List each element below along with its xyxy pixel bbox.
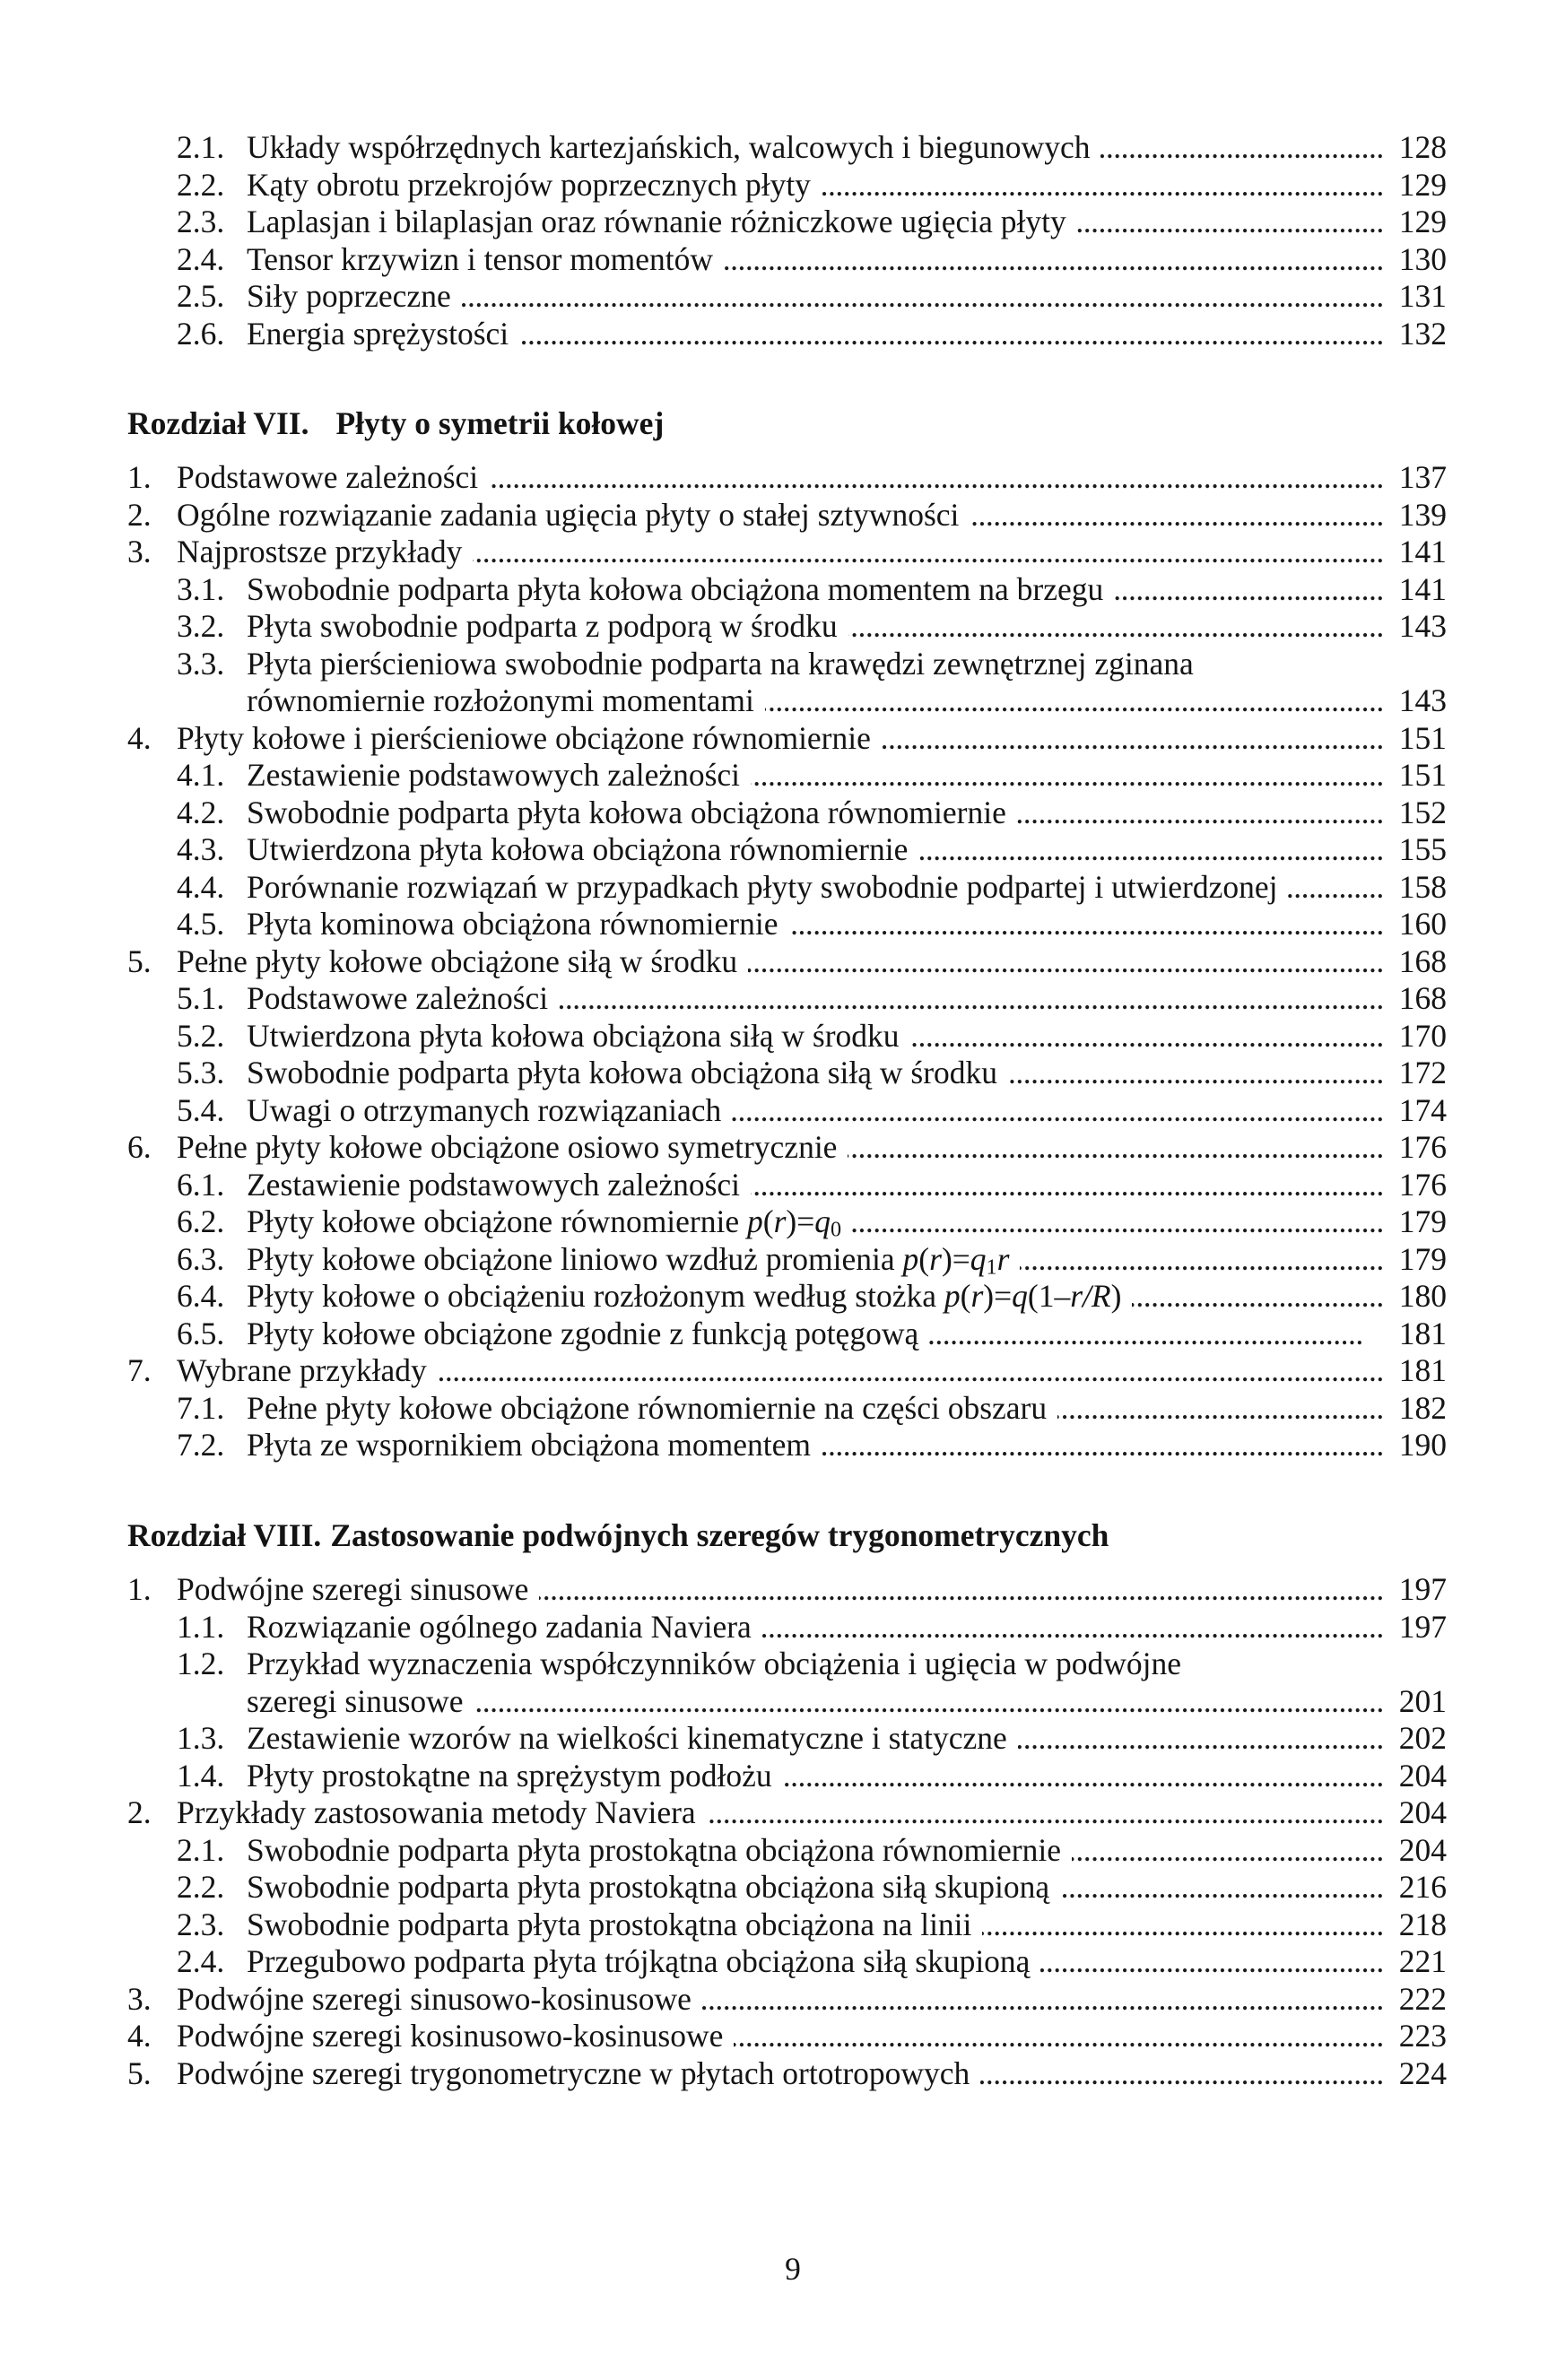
entry-title xyxy=(247,1278,1121,1316)
entry-title: Podwójne szeregi sinusowe xyxy=(177,1571,529,1607)
entry-number: 1. xyxy=(127,1571,152,1607)
dot-leader xyxy=(822,167,1384,204)
entry-page: 216 xyxy=(1398,1869,1447,1905)
entry-page: 130 xyxy=(1398,240,1447,277)
entry-number: 5. xyxy=(127,942,152,979)
toc-continued-section xyxy=(127,129,1447,352)
formula-var-q: q xyxy=(1012,1278,1028,1314)
chapter-title: Zastosowanie podwójnych szeregów trygonometrycznych xyxy=(330,1517,1109,1553)
entry-page: 181 xyxy=(1398,1315,1447,1351)
entry-number: 3. xyxy=(127,534,152,569)
entry-title-continuation: równomiernie rozłożonymi momentami xyxy=(247,682,754,718)
dot-leader xyxy=(707,1794,1384,1832)
entry-number: 1.1. xyxy=(177,1608,225,1645)
formula-var-p: p xyxy=(944,1278,961,1314)
entry-page: 197 xyxy=(1398,1608,1447,1645)
formula-symbol: (1– xyxy=(1027,1278,1071,1314)
entry-page: 204 xyxy=(1398,1757,1447,1794)
entry-title: Utwierdzona płyta kołowa obciążona siłą w środku xyxy=(247,1017,900,1054)
toc-entry xyxy=(127,869,1447,907)
dot-leader xyxy=(762,1609,1384,1646)
dot-leader xyxy=(918,831,1383,869)
chapter-title: Płyty o symetrii kołowej xyxy=(335,405,665,441)
dot-leader xyxy=(732,1092,1383,1130)
entry-page: 223 xyxy=(1398,2018,1447,2054)
dot-leader xyxy=(929,1316,1363,1353)
entry-page: 141 xyxy=(1398,570,1447,607)
toc-entry xyxy=(127,571,1447,609)
entry-page: 151 xyxy=(1398,719,1447,756)
dot-leader xyxy=(1008,1055,1384,1092)
entry-page: 158 xyxy=(1398,868,1447,905)
dot-leader xyxy=(1114,571,1383,609)
toc-entry xyxy=(127,129,1447,167)
entry-title: Podwójne szeregi sinusowo-kosinusowe xyxy=(177,1980,692,2017)
toc-entry xyxy=(127,646,1447,683)
entry-title-continuation: szeregi sinusowe xyxy=(247,1682,464,1719)
entry-page: 151 xyxy=(1398,757,1447,793)
title-text: Płyty kołowe o obciążeniu rozłożonym według stożka xyxy=(247,1278,944,1314)
dot-leader xyxy=(822,1427,1384,1464)
dot-leader xyxy=(970,497,1383,534)
entry-page: 131 xyxy=(1398,278,1447,314)
formula-symbol: )= xyxy=(941,1240,970,1277)
entry-title xyxy=(247,1203,841,1241)
dot-leader xyxy=(559,980,1384,1018)
entry-page: 155 xyxy=(1398,831,1447,867)
dot-leader xyxy=(1017,795,1384,832)
entry-page: 224 xyxy=(1398,2054,1447,2091)
dot-leader xyxy=(882,720,1384,758)
toc-entry xyxy=(127,1720,1447,1758)
toc-entry xyxy=(127,1316,1447,1353)
entry-number: 2.4. xyxy=(177,1943,225,1979)
dot-leader xyxy=(489,459,1384,497)
entry-title: Swobodnie podparta płyta prostokątna obciążona siłą skupioną xyxy=(247,1869,1050,1905)
toc-entry xyxy=(127,1055,1447,1092)
entry-title: Płyty prostokątne na sprężystym podłożu xyxy=(247,1757,772,1794)
dot-leader xyxy=(1072,1832,1384,1870)
formula-symbol: ( xyxy=(960,1278,971,1314)
formula-symbol: ) xyxy=(1110,1278,1122,1314)
page-number: 9 xyxy=(785,2251,801,2287)
entry-page: 176 xyxy=(1398,1166,1447,1203)
entry-title: Swobodnie podparta płyta prostokątna obciążona na linii xyxy=(247,1906,972,1942)
toc-entry xyxy=(127,1571,1447,1609)
entry-page: 172 xyxy=(1398,1055,1447,1090)
entry-number: 3.2. xyxy=(177,608,225,644)
toc-entry-continuation xyxy=(127,682,1447,720)
dot-leader xyxy=(789,906,1384,943)
toc-entry xyxy=(127,795,1447,832)
dot-leader xyxy=(1040,1943,1383,1981)
entry-number: 7. xyxy=(127,1352,152,1388)
entry-number: 6.1. xyxy=(177,1166,225,1203)
entry-title: Porównanie rozwiązań w przypadkach płyty swobodnie podpartej i utwierdzonej xyxy=(247,868,1278,905)
formula-symbol: ( xyxy=(918,1240,930,1277)
dot-leader xyxy=(982,1907,1383,1944)
entry-number: 1.4. xyxy=(177,1757,225,1794)
entry-number: 4.1. xyxy=(177,757,225,793)
entry-number: 2.1. xyxy=(177,129,225,165)
entry-title: Podstawowe zależności xyxy=(177,459,479,495)
toc-entry xyxy=(127,943,1447,981)
formula-subscript: 0 xyxy=(831,1217,842,1242)
entry-page: 152 xyxy=(1398,794,1447,830)
toc-entry xyxy=(127,241,1447,279)
dot-leader xyxy=(539,1571,1383,1609)
toc-entry xyxy=(127,1758,1447,1795)
entry-number: 3.1. xyxy=(177,570,225,607)
formula-var-r: r xyxy=(996,1240,1010,1277)
dot-leader xyxy=(702,1981,1384,2019)
dot-leader xyxy=(1060,1869,1384,1907)
toc-chapter-vii xyxy=(127,459,1447,1464)
entry-number: 5.2. xyxy=(177,1017,225,1054)
entry-number: 5. xyxy=(127,2054,152,2091)
dot-leader xyxy=(848,1129,1383,1167)
toc-entry xyxy=(127,2055,1447,2093)
entry-number: 4. xyxy=(127,719,152,756)
formula-symbol: )= xyxy=(786,1203,815,1239)
dot-leader xyxy=(910,1018,1384,1055)
entry-title: Siły poprzeczne xyxy=(247,278,451,314)
entry-title: Płyty kołowe obciążone zgodnie z funkcją potęgową xyxy=(247,1315,919,1351)
entry-title: Pełne płyty kołowe obciążone siłą w środku xyxy=(177,942,738,979)
dot-leader xyxy=(848,608,1384,646)
toc-entry xyxy=(127,1609,1447,1646)
entry-page: 218 xyxy=(1398,1906,1447,1942)
entry-title: Pełne płyty kołowe obciążone osiowo symetrycznie xyxy=(177,1129,838,1165)
toc-entry xyxy=(127,1390,1447,1428)
chapter-heading xyxy=(127,405,664,443)
entry-number: 7.1. xyxy=(177,1389,225,1426)
entry-page: 222 xyxy=(1398,1980,1447,2017)
dot-leader xyxy=(1018,1720,1384,1758)
dot-leader xyxy=(734,2018,1383,2055)
entry-number: 4. xyxy=(127,2018,152,2054)
entry-title: Podstawowe zależności xyxy=(247,980,549,1016)
toc-entry xyxy=(127,167,1447,204)
formula-var-r: r xyxy=(773,1203,787,1239)
entry-title: Utwierdzona płyta kołowa obciążona równomiernie xyxy=(247,831,909,867)
dot-leader xyxy=(751,1167,1384,1204)
toc-entry xyxy=(127,720,1447,758)
dot-leader xyxy=(1020,1241,1383,1279)
entry-page: 139 xyxy=(1398,496,1447,533)
entry-page: 141 xyxy=(1398,534,1447,569)
dot-leader xyxy=(724,241,1384,279)
entry-page: 179 xyxy=(1398,1240,1447,1277)
entry-title: Rozwiązanie ogólnego zadania Naviera xyxy=(247,1608,752,1645)
entry-page: 129 xyxy=(1398,204,1447,239)
entry-page: 176 xyxy=(1398,1129,1447,1165)
entry-title xyxy=(247,1241,1009,1279)
entry-page: 204 xyxy=(1398,1831,1447,1868)
toc-entry xyxy=(127,1832,1447,1870)
entry-title: Laplasjan i bilaplasjan oraz równanie różniczkowe ugięcia płyty xyxy=(247,204,1066,239)
entry-number: 5.3. xyxy=(177,1055,225,1090)
entry-title: Przegubowo podparta płyta trójkątna obciążona siłą skupioną xyxy=(247,1943,1031,1979)
entry-title: Kąty obrotu przekrojów poprzecznych płyty xyxy=(247,166,811,203)
chapter-label: Rozdział VIII. xyxy=(127,1517,322,1553)
toc-chapter-viii xyxy=(127,1571,1447,2092)
entry-number: 2. xyxy=(127,1794,152,1830)
toc-entry xyxy=(127,316,1447,353)
entry-page: 182 xyxy=(1398,1389,1447,1426)
toc-entry xyxy=(127,757,1447,795)
toc-entry xyxy=(127,1018,1447,1055)
entry-number: 2.1. xyxy=(177,1831,225,1868)
dot-leader xyxy=(980,2055,1383,2093)
entry-number: 4.2. xyxy=(177,794,225,830)
entry-title: Swobodnie podparta płyta kołowa obciążona równomiernie xyxy=(247,794,1006,830)
entry-title: Zestawienie podstawowych zależności xyxy=(247,757,741,793)
toc-entry xyxy=(127,906,1447,943)
toc-entry xyxy=(127,1167,1447,1204)
formula-var-p: p xyxy=(747,1203,763,1239)
toc-entry xyxy=(127,980,1447,1018)
entry-title: Płyta ze wspornikiem obciążona momentem xyxy=(247,1427,811,1463)
entry-title: Uwagi o otrzymanych rozwiązaniach xyxy=(247,1091,722,1128)
toc-entry xyxy=(127,459,1447,497)
toc-entry xyxy=(127,1907,1447,1944)
toc-entry xyxy=(127,534,1447,571)
entry-number: 1.2. xyxy=(177,1646,225,1681)
toc-entry xyxy=(127,1203,1447,1241)
toc-entry xyxy=(127,278,1447,316)
entry-number: 2. xyxy=(127,496,152,533)
entry-number: 4.3. xyxy=(177,831,225,867)
entry-page: 168 xyxy=(1398,980,1447,1016)
formula-var-q: q xyxy=(814,1203,831,1239)
entry-number: 6.4. xyxy=(177,1278,225,1314)
entry-number: 4.4. xyxy=(177,868,225,905)
entry-title: Płyta kominowa obciążona równomiernie xyxy=(247,906,778,942)
entry-page: 137 xyxy=(1398,459,1447,495)
toc-entry xyxy=(127,1427,1447,1464)
toc-entry xyxy=(127,831,1447,869)
entry-page: 181 xyxy=(1398,1352,1447,1388)
toc-entry xyxy=(127,1241,1447,1279)
formula-var-r-over-R: r/R xyxy=(1070,1278,1111,1314)
chapter-label: Rozdział VII. xyxy=(127,405,309,441)
entry-title: Przykłady zastosowania metody Naviera xyxy=(177,1794,696,1830)
dot-leader xyxy=(748,943,1384,981)
entry-title: Zestawienie podstawowych zależności xyxy=(247,1166,741,1203)
entry-number: 6.2. xyxy=(177,1203,225,1239)
entry-number: 6.3. xyxy=(177,1240,225,1277)
entry-title: Energia sprężystości xyxy=(247,315,509,352)
entry-title: Płyta pierścieniowa swobodnie podparta na krawędzi zewnętrznej zginana xyxy=(247,645,1194,682)
entry-number: 6. xyxy=(127,1129,152,1165)
entry-page: 221 xyxy=(1398,1943,1447,1979)
title-text: Płyty kołowe obciążone liniowo wzdłuż promienia xyxy=(247,1240,903,1277)
entry-title: Zestawienie wzorów na wielkości kinematyczne i statyczne xyxy=(247,1720,1007,1756)
entry-number: 2.2. xyxy=(177,1869,225,1905)
entry-number: 4.5. xyxy=(177,906,225,942)
entry-title: Pełne płyty kołowe obciążone równomiernie na części obszaru xyxy=(247,1389,1048,1426)
entry-page: 202 xyxy=(1398,1720,1447,1756)
entry-page: 143 xyxy=(1398,608,1447,644)
toc-entry xyxy=(127,204,1447,241)
formula-subscript: 1 xyxy=(986,1254,997,1279)
entry-number: 6.5. xyxy=(177,1315,225,1351)
entry-number: 2.3. xyxy=(177,204,225,239)
toc-entry xyxy=(127,497,1447,534)
toc-entry xyxy=(127,608,1447,646)
entry-title: Przykład wyznaczenia współczynników obciążenia i ugięcia w podwójne xyxy=(247,1646,1181,1681)
dot-leader xyxy=(473,534,1383,571)
entry-title: Najprostsze przykłady xyxy=(177,534,463,569)
entry-page: 201 xyxy=(1398,1682,1447,1719)
entry-page: 204 xyxy=(1398,1794,1447,1830)
entry-number: 2.3. xyxy=(177,1906,225,1942)
toc-entry xyxy=(127,1981,1447,2019)
entry-page: 128 xyxy=(1398,129,1447,165)
toc-entry xyxy=(127,1943,1447,1981)
toc-entry xyxy=(127,1129,1447,1167)
entry-number: 5.1. xyxy=(177,980,225,1016)
entry-number: 7.2. xyxy=(177,1427,225,1463)
dot-leader xyxy=(1100,129,1383,167)
entry-title: Swobodnie podparta płyta kołowa obciążona momentem na brzegu xyxy=(247,570,1104,607)
formula-var-p: p xyxy=(902,1240,919,1277)
entry-page: 160 xyxy=(1398,906,1447,942)
entry-title: Swobodnie podparta płyta kołowa obciążona siłą w środku xyxy=(247,1055,998,1090)
toc-entry xyxy=(127,1352,1447,1390)
entry-number: 2.6. xyxy=(177,315,225,352)
entry-page: 197 xyxy=(1398,1571,1447,1607)
dot-leader xyxy=(1132,1278,1383,1316)
entry-number: 3. xyxy=(127,1980,152,2017)
formula-var-q: q xyxy=(970,1240,987,1277)
entry-page: 170 xyxy=(1398,1017,1447,1054)
entry-number: 2.2. xyxy=(177,166,225,203)
dot-leader xyxy=(783,1758,1384,1795)
formula-var-r: r xyxy=(970,1278,984,1314)
entry-page: 129 xyxy=(1398,166,1447,203)
dot-leader xyxy=(751,757,1384,795)
dot-leader xyxy=(1288,869,1383,907)
formula-symbol: ( xyxy=(762,1203,774,1239)
entry-title: Swobodnie podparta płyta prostokątna obciążona równomiernie xyxy=(247,1831,1061,1868)
title-text: Płyty kołowe obciążone równomiernie xyxy=(247,1203,747,1239)
formula-var-r: r xyxy=(929,1240,942,1277)
entry-title: Podwójne szeregi kosinusowo-kosinusowe xyxy=(177,2018,724,2054)
toc-entry xyxy=(127,1646,1447,1683)
dot-leader xyxy=(474,1683,1384,1721)
dot-leader xyxy=(1077,204,1384,241)
toc-entry xyxy=(127,1278,1447,1316)
entry-number: 2.5. xyxy=(177,278,225,314)
entry-page: 180 xyxy=(1398,1278,1447,1314)
entry-title: Płyta swobodnie podparta z podporą w środku xyxy=(247,608,838,644)
formula-symbol: )= xyxy=(983,1278,1013,1314)
dot-leader xyxy=(519,316,1384,353)
entry-page: 132 xyxy=(1398,315,1447,352)
entry-title: Ogólne rozwiązanie zadania ugięcia płyty o stałej sztywności xyxy=(177,496,960,533)
toc-entry xyxy=(127,1869,1447,1907)
entry-page: 190 xyxy=(1398,1427,1447,1463)
entry-number: 1. xyxy=(127,459,152,495)
toc-entry xyxy=(127,2018,1447,2055)
entry-page: 179 xyxy=(1398,1203,1447,1239)
chapter-heading xyxy=(127,1517,1109,1555)
entry-number: 2.4. xyxy=(177,240,225,277)
dot-leader xyxy=(1057,1390,1384,1428)
entry-title: Płyty kołowe i pierścieniowe obciążone równomiernie xyxy=(177,719,871,756)
entry-page: 174 xyxy=(1398,1091,1447,1128)
dot-leader xyxy=(438,1352,1384,1390)
toc-entry xyxy=(127,1794,1447,1832)
entry-page: 168 xyxy=(1398,942,1447,979)
toc-entry-continuation xyxy=(127,1683,1447,1721)
entry-title: Podwójne szeregi trygonometryczne w płytach ortotropowych xyxy=(177,2054,970,2091)
dot-leader xyxy=(765,682,1384,720)
entry-number: 1.3. xyxy=(177,1720,225,1756)
dot-leader xyxy=(462,278,1384,316)
toc-entry xyxy=(127,1092,1447,1130)
dot-leader xyxy=(852,1203,1384,1241)
entry-title: Układy współrzędnych kartezjańskich, walcowych i biegunowych xyxy=(247,129,1091,165)
entry-title: Tensor krzywizn i tensor momentów xyxy=(247,240,714,277)
entry-number: 3.3. xyxy=(177,645,225,682)
entry-title: Wybrane przykłady xyxy=(177,1352,427,1388)
entry-number: 5.4. xyxy=(177,1091,225,1128)
entry-page: 143 xyxy=(1398,682,1447,718)
